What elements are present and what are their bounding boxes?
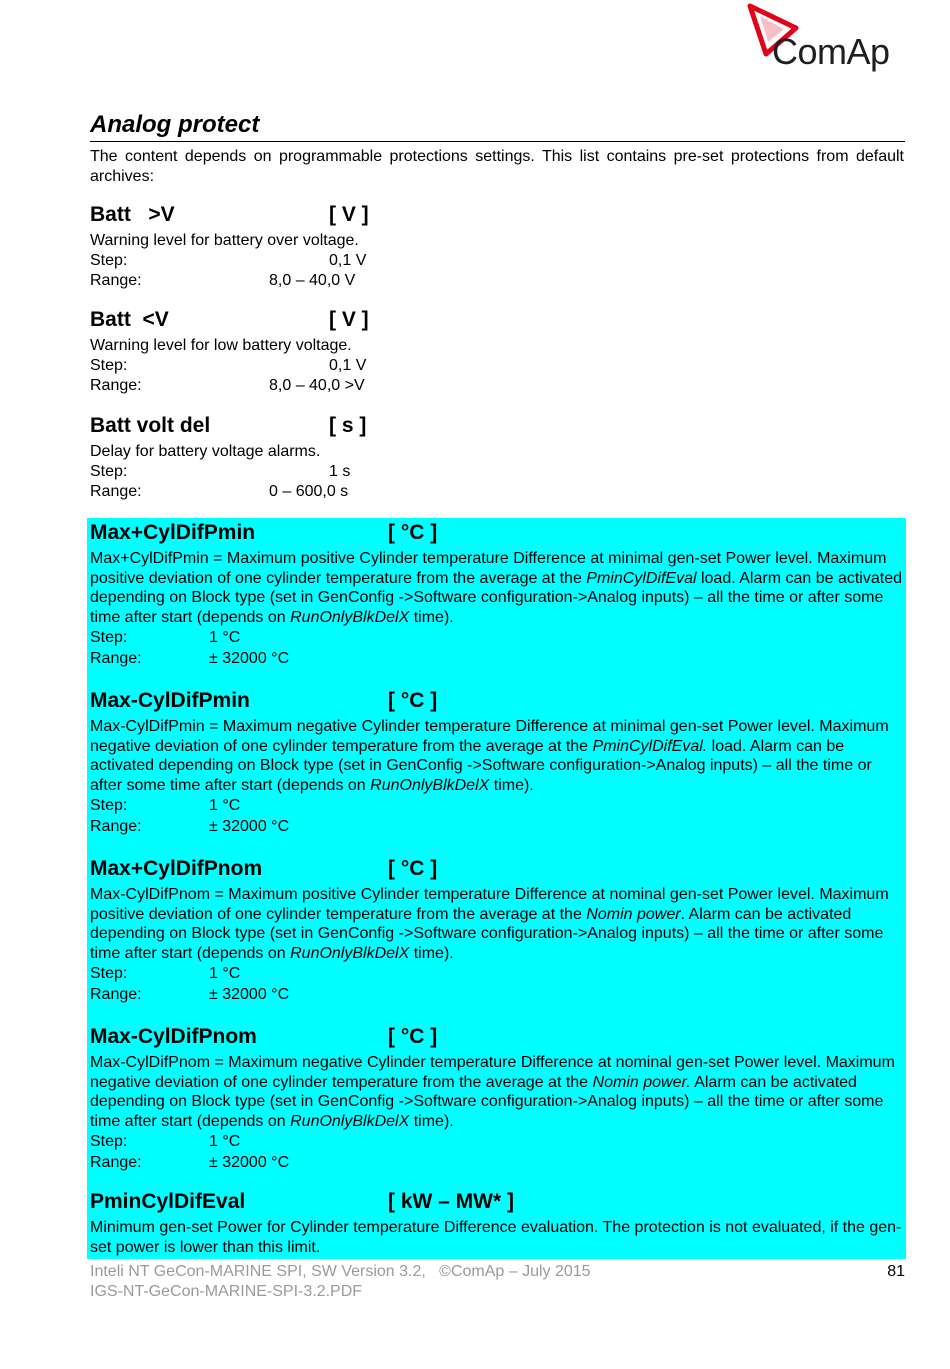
- setting-description: [90, 717, 905, 795]
- setting-max-minus-cyldifpmin: [90, 687, 905, 837]
- description-text: Max-CylDifPnom = Maximum negative Cylinder temperature Difference at nominal gen-set Power level. Maximum negative deviation of one cylinder temperature from the average at the: [90, 1054, 895, 1091]
- description-text: time).: [409, 1112, 454, 1130]
- parameter-reference: RunOnlyBlkDelX: [290, 944, 410, 962]
- page-number: 81: [887, 1263, 905, 1280]
- description-text: Max+CylDifPmin = Maximum positive Cylinder temperature Difference at minimal gen-set Power level. Maximum positive deviation of one cylinder temperature from the average at the: [90, 550, 887, 587]
- setting-description: [90, 549, 905, 627]
- description-text: Warning level for low battery voltage.: [90, 337, 352, 354]
- step-label: Step:: [90, 356, 128, 374]
- setting-unit: [ °C ]: [388, 1025, 438, 1048]
- setting-step-row: [90, 251, 905, 271]
- step-label: Step:: [90, 797, 128, 814]
- title-divider: [90, 141, 905, 142]
- parameter-reference: Nomin power: [586, 905, 681, 923]
- setting-range-row: [90, 271, 905, 291]
- range-label: Range:: [90, 482, 142, 500]
- setting-pmincyldifeval: [90, 1188, 905, 1257]
- setting-header: [90, 201, 905, 231]
- description-text: load. Alarm can be activated depending on Block type (set in GenConfig ->Software configuration->Analog inputs) – all the time or after some time after start (depends on: [90, 569, 902, 626]
- setting-batt-volt-del: [90, 412, 905, 502]
- setting-batt-over-voltage: [90, 201, 905, 291]
- setting-max-plus-cyldifpnom: [90, 855, 905, 1005]
- range-label: Range:: [90, 818, 142, 835]
- setting-description: [90, 231, 905, 251]
- parameter-reference: PminCylDifEval.: [592, 737, 708, 755]
- footer-filename: IGS-NT-GeCon-MARINE-SPI-3.2.PDF: [90, 1283, 363, 1300]
- setting-step-row: [90, 963, 905, 984]
- setting-step-row: [90, 795, 905, 816]
- setting-name: Max-CylDifPnom: [90, 1025, 257, 1048]
- setting-step-row: [90, 462, 905, 482]
- range-value: ± 32000 °C: [209, 986, 290, 1003]
- setting-description: [90, 336, 905, 356]
- setting-batt-under-voltage: [90, 306, 905, 396]
- setting-header: [90, 1188, 905, 1218]
- parameter-reference: PminCylDifEval: [586, 569, 697, 587]
- setting-step-row: [90, 627, 905, 648]
- setting-range-row: [90, 984, 905, 1005]
- setting-range-row: [90, 376, 905, 396]
- range-value: 8,0 – 40,0 V: [269, 271, 356, 289]
- parameter-reference: RunOnlyBlkDelX: [370, 776, 490, 794]
- setting-description: [90, 885, 905, 963]
- step-label: Step:: [90, 965, 128, 982]
- comap-logo: [744, 2, 894, 74]
- setting-header: [90, 519, 905, 549]
- step-value: 1 s: [329, 462, 351, 480]
- step-label: Step:: [90, 251, 128, 269]
- setting-name: Max+CylDifPmin: [90, 521, 256, 544]
- range-value: 0 – 600,0 s: [269, 482, 349, 500]
- setting-step-row: [90, 356, 905, 376]
- section-title: Analog protect: [90, 111, 260, 138]
- setting-range-row: [90, 648, 905, 669]
- setting-name: Batt volt del: [90, 414, 211, 437]
- step-label: Step:: [90, 1133, 128, 1150]
- setting-unit: [ °C ]: [388, 521, 438, 544]
- step-value: 1 °C: [209, 965, 241, 982]
- setting-unit: [ °C ]: [388, 689, 438, 712]
- setting-max-minus-cyldifpnom: [90, 1023, 905, 1173]
- range-label: Range:: [90, 1154, 142, 1171]
- setting-header: [90, 306, 905, 336]
- setting-description: [90, 1053, 905, 1131]
- setting-unit: [ V ]: [329, 203, 369, 226]
- setting-name: PminCylDifEval: [90, 1190, 246, 1213]
- range-label: Range:: [90, 986, 142, 1003]
- setting-name: Batt >V: [90, 203, 175, 226]
- setting-range-row: [90, 482, 905, 502]
- description-text: Minimum gen-set Power for Cylinder temperature Difference evaluation. The protection is not evaluated, if the gen-set power is lower than this limit.: [90, 1219, 902, 1256]
- setting-step-row: [90, 1131, 905, 1152]
- step-value: 1 °C: [209, 797, 241, 814]
- setting-header: [90, 1023, 905, 1053]
- range-value: ± 32000 °C: [209, 650, 290, 667]
- parameter-reference: RunOnlyBlkDelX: [290, 1112, 410, 1130]
- range-label: Range:: [90, 376, 142, 394]
- description-text: time).: [489, 776, 534, 794]
- setting-max-plus-cyldifpmin: [90, 519, 905, 669]
- description-text: Alarm can be activated depending on Block type (set in GenConfig ->Software configuration->Analog inputs) – all the time or after some time after start (depends on: [90, 1073, 884, 1130]
- description-text: time).: [409, 608, 454, 626]
- description-text: Max-CylDifPmin = Maximum negative Cylinder temperature Difference at minimal gen-set Power level. Maximum negative deviation of one cylinder temperature from the average at the: [90, 718, 889, 755]
- setting-unit: [ °C ]: [388, 857, 438, 880]
- description-text: . Alarm can be activated depending on Block type (set in GenConfig ->Software configuration->Analog inputs) – all the time or after some time after start (depends on: [90, 905, 884, 962]
- description-text: time).: [409, 944, 454, 962]
- step-value: 0,1 V: [329, 251, 367, 269]
- setting-unit: [ V ]: [329, 308, 369, 331]
- setting-description: [90, 1218, 905, 1257]
- setting-range-row: [90, 816, 905, 837]
- range-label: Range:: [90, 271, 142, 289]
- setting-description: [90, 442, 905, 462]
- setting-unit: [ s ]: [329, 414, 367, 437]
- intro-paragraph: The content depends on programmable protections settings. This list contains pre-set protections from default archives:: [90, 148, 904, 185]
- parameter-reference: Nomin power.: [592, 1073, 691, 1091]
- step-value: 0,1 V: [329, 356, 367, 374]
- step-value: 1 °C: [209, 1133, 241, 1150]
- step-label: Step:: [90, 629, 128, 646]
- range-value: 8,0 – 40,0 >V: [269, 376, 365, 394]
- range-value: ± 32000 °C: [209, 1154, 290, 1171]
- description-text: Max-CylDifPnom = Maximum positive Cylinder temperature Difference at nominal gen-set Power level. Maximum positive deviation of one cylinder temperature from the average at the: [90, 886, 889, 923]
- setting-unit: [ kW – MW* ]: [388, 1190, 514, 1213]
- setting-header: [90, 412, 905, 442]
- parameter-reference: RunOnlyBlkDelX: [290, 608, 410, 626]
- description-text: Delay for battery voltage alarms.: [90, 443, 321, 460]
- description-text: Warning level for battery over voltage.: [90, 232, 359, 249]
- setting-name: Batt <V: [90, 308, 169, 331]
- setting-name: Max-CylDifPmin: [90, 689, 250, 712]
- setting-name: Max+CylDifPnom: [90, 857, 263, 880]
- setting-range-row: [90, 1152, 905, 1173]
- range-value: ± 32000 °C: [209, 818, 290, 835]
- setting-header: [90, 687, 905, 717]
- footer-document-info: Inteli NT GeCon-MARINE SPI, SW Version 3.2, ©ComAp – July 2015: [90, 1263, 591, 1280]
- logo-wordmark: ComAp: [772, 31, 890, 72]
- setting-header: [90, 855, 905, 885]
- step-value: 1 °C: [209, 629, 241, 646]
- range-label: Range:: [90, 650, 142, 667]
- description-text: load. Alarm can be activated depending on Block type (set in GenConfig ->Software configuration->Analog inputs) – all the time or after some time after start (depends on: [90, 737, 872, 794]
- step-label: Step:: [90, 462, 128, 480]
